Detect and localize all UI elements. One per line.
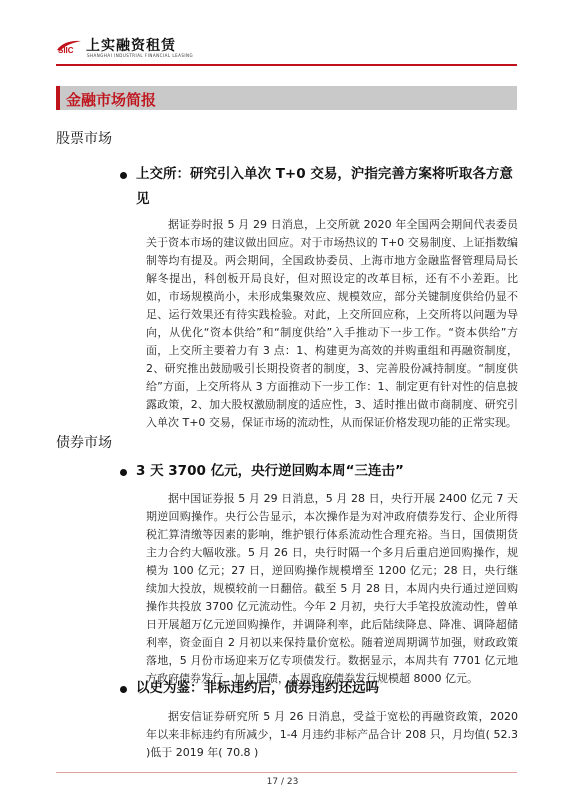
bullet-icon <box>120 686 127 693</box>
company-header <box>56 34 516 60</box>
section-title-bonds: 债券市场 <box>56 435 112 451</box>
article-heading: 上交所：研究引入单次 T+0 交易，沪指完善方案将听取各方意见 <box>136 166 513 207</box>
company-name: 上实融资租赁 <box>86 38 176 54</box>
bullet-icon <box>120 469 127 476</box>
section-title-stocks: 股票市场 <box>56 131 112 147</box>
bullet-icon <box>120 172 127 179</box>
article-body: 据证券时报 5 月 29 日消息，上交所就 2020 年全国两会期间代表委员关于资本市场的建议做出回应。对于市场热议的 T+0 交易制度、上证指数编制等均有提及。两会期间，全国政协委员、上海市地方金融监督管理局局长解冬提出，科创板开局良好，但对照设定的改革目标，还有不小差距。比如，市场规模尚小，未形成集聚效应、规模效应，部分关键制度供给仍显不足、运行效果还有待实践检验。对此，上交所回应称，上交所将以问题为导向，从优化“资本供给”和“制度供给”入手推动下一步工作。“资本供给”方面，上交所主要着力有 3 点：1、构建更为高效的并购重组和再融资制度，2、研究推出鼓励吸引长期投资者的制度，3、完善股份减持制度。“制度供给”方面，上交所将从 3 方面推动下一步工作：1、制定更有针对性的信息披露政策，2、加大股权激励制度的适应性，3、适时推出做市商制度、研究引入单次 T+0 交易，保证市场的流动性，从而保证价格发现功能的正常实现。 <box>146 218 518 429</box>
svg-text:SIIC: SIIC <box>58 46 74 54</box>
page-number: 17 / 23 <box>266 777 299 787</box>
section-banner <box>56 86 517 110</box>
banner-accent <box>56 86 60 110</box>
siic-logo-icon <box>56 38 82 54</box>
article-heading: 3 天 3700 亿元，央行逆回购本周“三连击” <box>136 463 404 479</box>
banner-title: 金融市场简报 <box>66 91 157 109</box>
company-name-en: SHANGHAI INDUSTRIAL FINANCIAL LEASING <box>87 53 194 58</box>
article-body: 据安信证券研究所 5 月 26 日消息，受益于宽松的再融资政策，2020 年以来非标违约有所减少，1-4 月违约非标产品合计 208 只，月均值( 52.3 )低于 2019 年( 70.8 ) <box>146 710 518 759</box>
footer-divider <box>56 772 517 773</box>
header-divider <box>56 64 517 66</box>
article-body: 据中国证券报 5 月 29 日消息，5 月 28 日，央行开展 2400 亿元 7 天期逆回购操作。央行公告显示，本次操作是为对冲政府债券发行、企业所得税汇算清缴等因素的影响，维护银行体系流动性合理充裕。当日，国债期货主力合约大幅收涨。5 月 26 日，央行时隔一个多月后重启逆回购操作，规模为 100 亿元；27 日，逆回购操作规模增至 1200 亿元；28 日，央行继续加大投放，规模较前一日翻倍。截至 5 月 28 日，本周内央行通过逆回购操作共投放 3700 亿元流动性。今年 2 月初，央行大手笔投放流动性，曾单日开展超万亿元逆回购操作，并调降利率，此后陆续降息、降准、调降超储利率，资金面自 2 月初以来保持量价宽松。随着逆周期调节加强，财政政策落地，5 月份市场迎来万亿专项债发行。数据显示，本周共有 7701 亿元地方政府债券发行，加上国债，本周政府债券发行规模超 8000 亿元。 <box>146 492 518 685</box>
article-heading: 以史为鉴：非标违约后，债券违约还远吗 <box>136 680 379 696</box>
